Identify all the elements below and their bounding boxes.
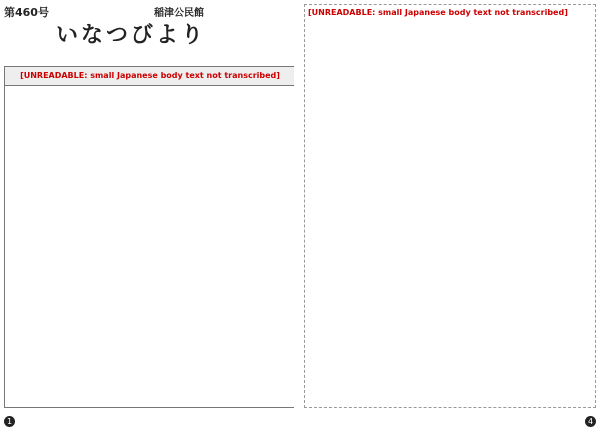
schedule-table — [4, 66, 294, 408]
schedule-header: [UNREADABLE: small Japanese body text not transcribed] — [5, 67, 294, 86]
page-right — [304, 4, 596, 427]
events-placeholder: [UNREADABLE: small Japanese body text not transcribed] — [308, 8, 568, 17]
page-left — [4, 4, 294, 427]
page-number-left: 1 — [4, 416, 15, 427]
masthead — [4, 4, 294, 48]
issue-number: 第460号 — [4, 6, 49, 19]
publisher: 稲津公民館 — [154, 8, 204, 19]
masthead-title: いなつびより — [56, 23, 207, 48]
events-area — [304, 4, 596, 408]
page-number-right: 4 — [585, 416, 596, 427]
